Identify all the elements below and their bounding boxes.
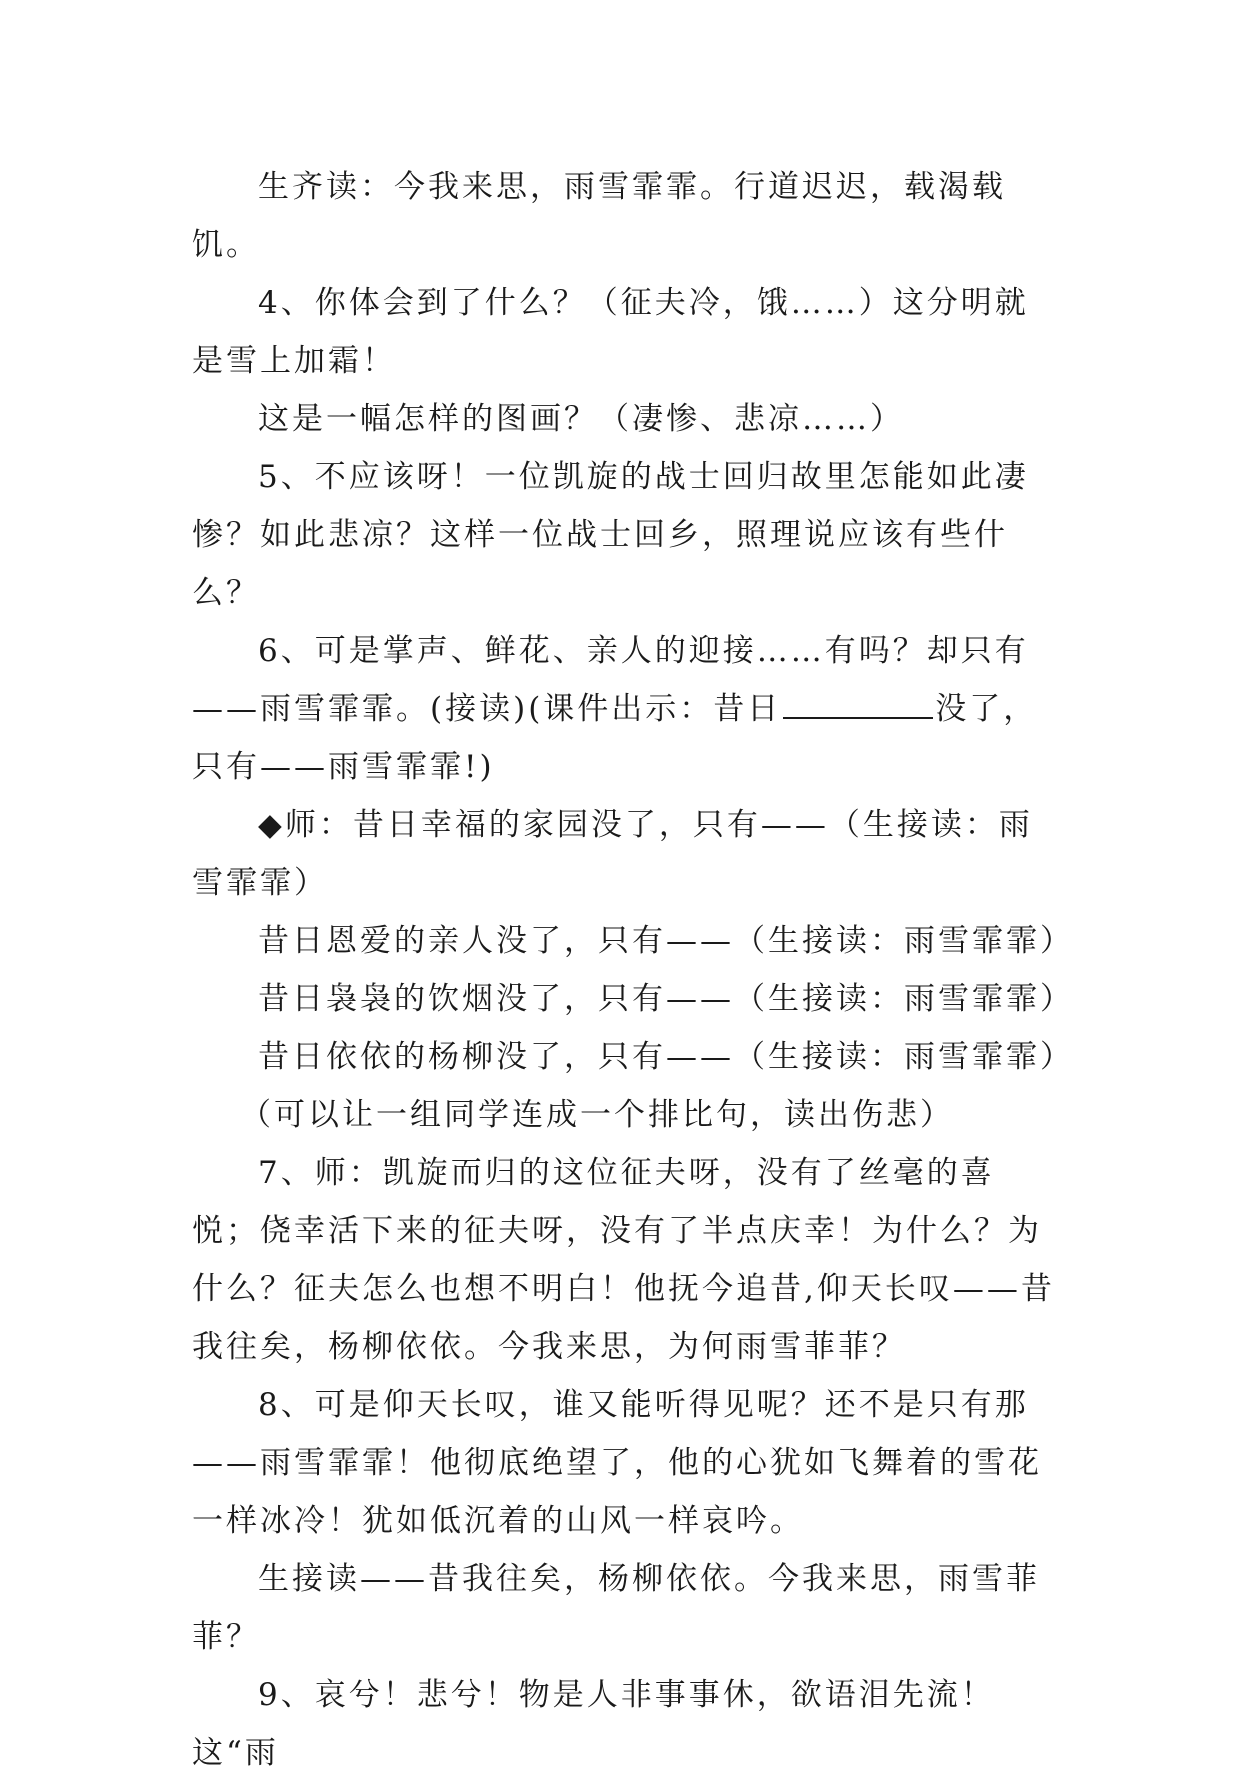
document-body [192, 158, 1074, 1782]
paragraph-12: 8、可是仰天长叹，谁又能听得见呢？还不是只有那——雨雪霏霏！他彻底绝望了，他的心犹如飞舞着的雪花一样冰冷！犹如低沉着的山风一样哀吟。 [192, 1387, 1042, 1539]
paragraph-8: 昔日袅袅的饮烟没了，只有——（生接读：雨雪霏霏） [258, 981, 1074, 1017]
paragraph-5-before-blank: 6、可是掌声、鲜花、亲人的迎接……有吗？却只有——雨雪霏霏。(接读)(课件出示：昔日 [192, 633, 1029, 727]
paragraph-13: 生接读——昔我往矣，杨柳依依。今我来思，雨雪菲菲？ [192, 1561, 1040, 1655]
paragraph-14: 9、哀兮！悲兮！物是人非事事休，欲语泪先流！这“雨 [192, 1677, 995, 1771]
fill-in-blank [783, 687, 933, 719]
paragraph-6: ◆师：昔日幸福的家园没了，只有——（生接读：雨雪霏霏） [192, 807, 1033, 901]
paragraph-3: 这是一幅怎样的图画？（凄惨、悲凉……） [258, 401, 904, 437]
paragraph-2: 4、你体会到了什么？（征夫冷，饿……）这分明就是雪上加霜！ [192, 285, 1029, 379]
paragraph-1: 生齐读：今我来思，雨雪霏霏。行道迟迟，载渴载饥。 [192, 169, 1006, 263]
paragraph-4: 5、不应该呀！一位凯旋的战士回归故里怎能如此凄惨？如此悲凉？这样一位战士回乡，照理说应该有些什么？ [192, 459, 1029, 611]
paragraph-9: 昔日依依的杨柳没了，只有——（生接读：雨雪霏霏） [258, 1039, 1074, 1075]
paragraph-7: 昔日恩爱的亲人没了，只有——（生接读：雨雪霏霏） [258, 923, 1074, 959]
paragraph-10: （可以让一组同学连成一个排比句，读出伤悲） [240, 1097, 954, 1133]
paragraph-5 [192, 622, 1062, 796]
paragraph-11: 7、师：凯旋而归的这位征夫呀，没有了丝毫的喜悦；侥幸活下来的征夫呀，没有了半点庆幸！为什么？为什么？征夫怎么也想不明白！他抚今追昔,仰天长叹——昔我往矣，杨柳依依。今我来思，为何雨雪菲菲？ [192, 1155, 1055, 1365]
paragraph-5-after-blank: 没了，只有——雨雪霏霏!) [192, 691, 1038, 785]
